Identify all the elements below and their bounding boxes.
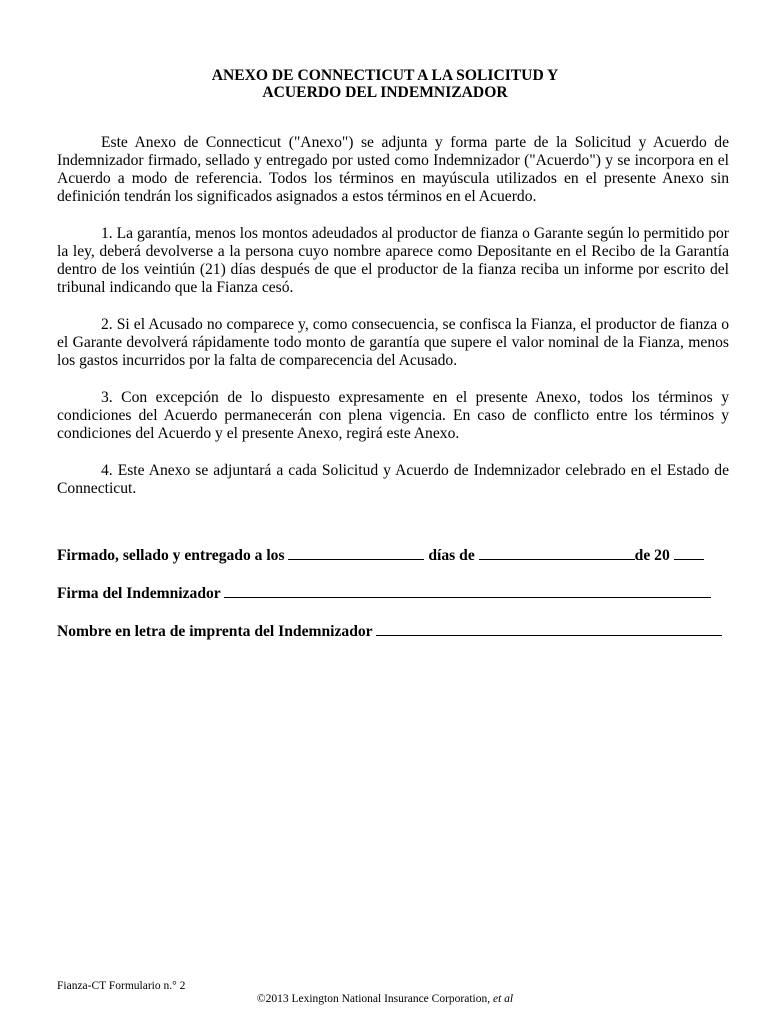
copyright-notice — [0, 990, 770, 1008]
signature-label: Firma del Indemnizador — [57, 585, 221, 602]
clause-3-paragraph: 3. Con excepción de lo dispuesto expresamente en el presente Anexo, todos los términos y condiciones del Acuerdo permanecerán con plena vigencia. En caso de conflicto entre los términos y condiciones del Acuerdo y el presente Anexo, regirá este Anexo. — [57, 389, 729, 442]
day-blank-field[interactable] — [288, 545, 424, 560]
title-line-1: ANEXO DE CONNECTICUT A LA SOLICITUD Y — [211, 67, 559, 84]
signature-block — [57, 545, 729, 659]
printed-name-blank-field[interactable] — [376, 621, 722, 636]
year-blank-field[interactable] — [674, 545, 704, 560]
intro-paragraph: Este Anexo de Connecticut ("Anexo") se adjunta y forma parte de la Solicitud y Acuerdo de Indemnizador firmado, sellado y entregado por usted como Indemnizador ("Acuerdo") y se incorpora en el Acuerdo a modo de referencia. Todos los términos en mayúscula utilizados en el presente Anexo sin definición tendrán los significados asignados a estos términos en el Acuerdo. — [57, 134, 729, 205]
document-title — [0, 67, 770, 101]
printed-name-label: Nombre en letra de imprenta del Indemnizador — [57, 623, 373, 640]
copyright-text: ©2013 Lexington National Insurance Corporation, — [256, 993, 491, 1005]
month-blank-field[interactable] — [479, 545, 635, 560]
executed-year-label: de 20 — [634, 547, 670, 564]
executed-prefix-label: Firmado, sellado y entregado a los — [57, 547, 285, 564]
executed-days-label: días de — [428, 547, 475, 564]
signature-blank-field[interactable] — [224, 583, 711, 598]
printed-name-line — [57, 621, 729, 641]
clause-1-paragraph: 1. La garantía, menos los montos adeudados al productor de fianza o Garante según lo permitido por la ley, deberá devolverse a la persona cuyo nombre aparece como Depositante en el Recibo de la Garantía dentro de los veintiún (21) días después de que el productor de la fianza reciba un informe por escrito del tribunal indicando que la Fianza cesó. — [57, 225, 729, 296]
form-identifier: Fianza-CT Formulario n.° 2 — [57, 980, 186, 992]
document-body — [57, 134, 729, 517]
clause-4-paragraph: 4. Este Anexo se adjuntará a cada Solicitud y Acuerdo de Indemnizador celebrado en el Estado de Connecticut. — [57, 462, 729, 497]
signature-line — [57, 583, 729, 603]
title-line-2: ACUERDO DEL INDEMNIZADOR — [262, 84, 508, 101]
clause-2-paragraph: 2. Si el Acusado no comparece y, como consecuencia, se confisca la Fianza, el productor de fianza o el Garante devolverá rápidamente todo monto de garantía que supere el valor nominal de la Fianza, menos los gastos incurridos por la falta de comparecencia del Acusado. — [57, 316, 729, 369]
copyright-et-al: et al — [493, 993, 514, 1005]
execution-date-line — [57, 545, 729, 565]
